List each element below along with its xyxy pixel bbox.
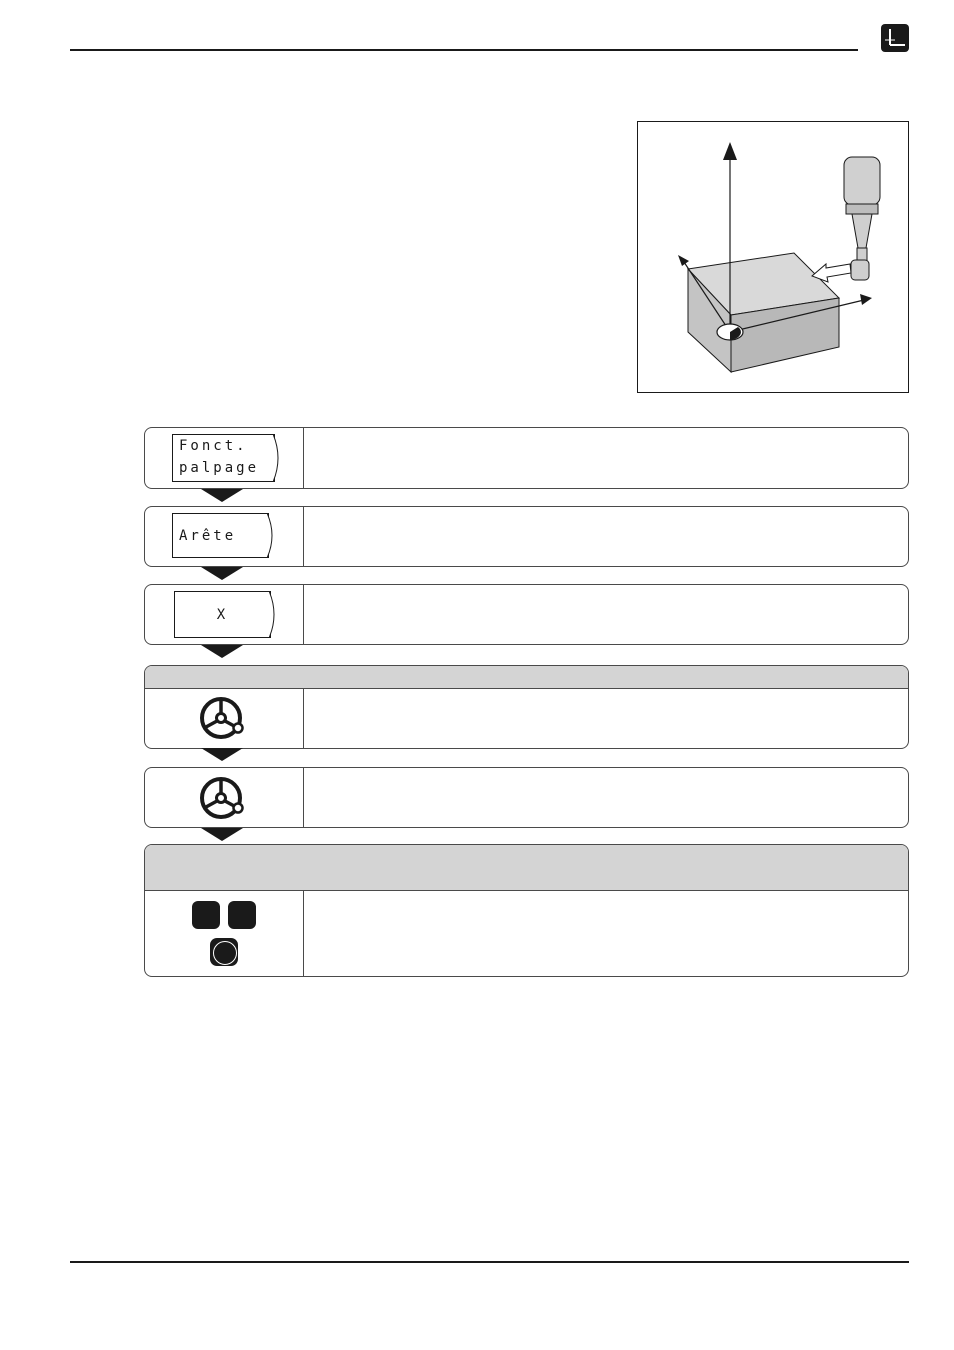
step-handwheel-approach [144, 665, 909, 749]
step-enter-value [144, 844, 909, 977]
step-header-bar [145, 845, 908, 891]
step-key-cell [145, 507, 304, 566]
step-key-cell [145, 428, 304, 488]
bottom-rule [70, 1261, 909, 1263]
softkey-label: X [216, 607, 229, 623]
step-key-cell [145, 768, 304, 827]
top-rule [70, 49, 858, 51]
softkey-label-line-1: Fonct. [179, 438, 248, 454]
datum-corner-icon [881, 24, 909, 52]
softkey-label-line-2: palpage [179, 460, 260, 476]
flow-arrow [201, 645, 243, 658]
handwheel-icon [199, 773, 249, 823]
flow-arrow [201, 748, 243, 761]
step-axis [144, 584, 909, 645]
step-handwheel-contact [144, 767, 909, 828]
step-edge [144, 506, 909, 567]
step-key-cell [145, 890, 304, 976]
round-enter-key-icon[interactable] [210, 938, 238, 966]
probing-illustration [637, 121, 909, 393]
softkey-axis-x[interactable] [174, 591, 271, 638]
flow-arrow [201, 489, 243, 502]
step-key-cell [145, 585, 304, 644]
dark-key-icon[interactable] [228, 901, 256, 929]
softkey-edge[interactable] [172, 513, 269, 558]
softkey-label: Arête [179, 528, 237, 544]
step-probing-function [144, 427, 909, 489]
dark-key-icon[interactable] [192, 901, 220, 929]
step-header-bar [145, 666, 908, 689]
softkey-probing-functions[interactable] [172, 434, 275, 482]
flow-arrow [201, 567, 243, 580]
step-key-cell [145, 688, 304, 748]
handwheel-icon [199, 693, 249, 743]
flow-arrow [201, 828, 243, 841]
